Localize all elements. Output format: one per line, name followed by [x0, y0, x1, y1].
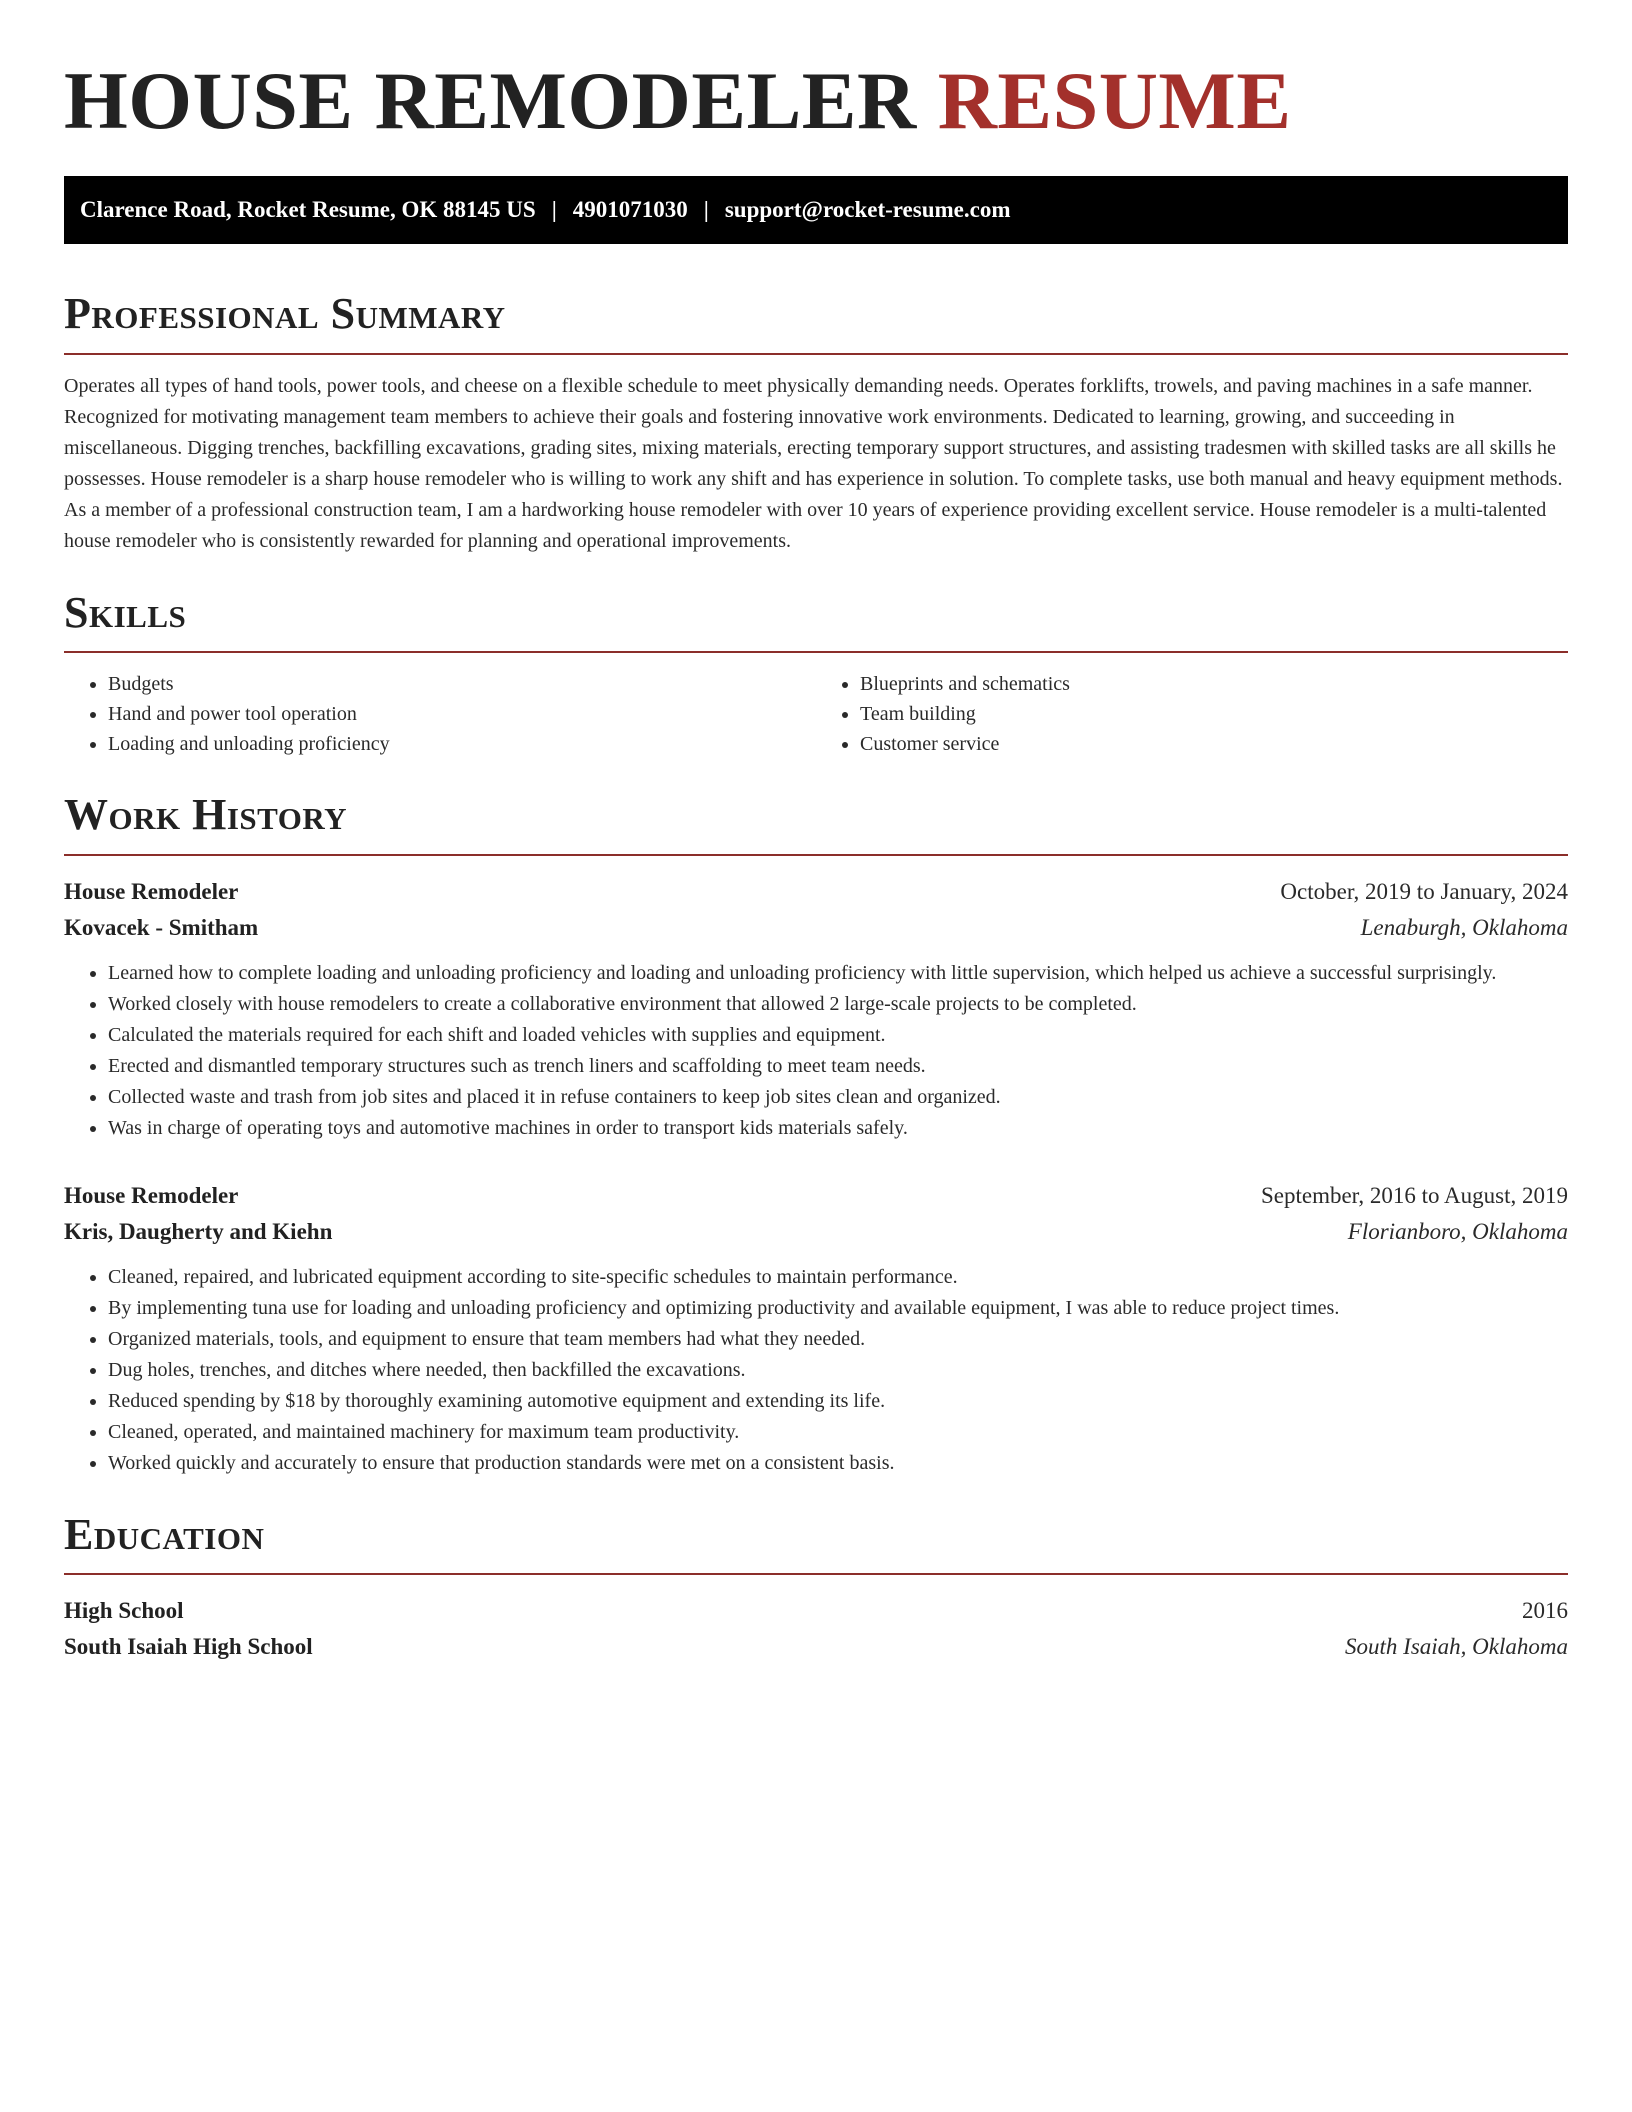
job-bullet: • Organized materials, tools, and equipment to ensure that team members had what they needed. [108, 1324, 1568, 1355]
job-company-row [64, 910, 1568, 946]
education-year: 2016 [1522, 1597, 1568, 1623]
job-bullet: • Worked quickly and accurately to ensure that production standards were met on a consistent basis. [108, 1448, 1568, 1479]
resume-title [64, 52, 1568, 150]
contact-address: Clarence Road, Rocket Resume, OK 88145 US [80, 197, 536, 223]
job-title-row [64, 874, 1568, 910]
job-bullet: • Was in charge of operating toys and automotive machines in order to transport kids materials safely. [108, 1113, 1568, 1144]
skill-item: • Loading and unloading proficiency [108, 729, 816, 759]
work-section [64, 791, 1568, 1478]
job-title: House Remodeler [64, 1182, 239, 1208]
contact-bar [64, 176, 1568, 244]
skills-heading: Skills [64, 589, 1568, 653]
job-title-row [64, 1178, 1568, 1214]
title-accent: RESUME [937, 55, 1292, 146]
job-bullet: • Cleaned, repaired, and lubricated equipment according to site-specific schedules to maintain performance. [108, 1262, 1568, 1293]
contact-separator: | [551, 197, 557, 223]
job-bullet: • Dug holes, trenches, and ditches where needed, then backfilled the excavations. [108, 1355, 1568, 1386]
job-company: Kovacek - Smitham [64, 914, 259, 940]
skills-grid [64, 669, 1568, 759]
job-dates: September, 2016 to August, 2019 [1260, 1182, 1568, 1208]
job-bullet: • Learned how to complete loading and unloading proficiency and loading and unloading proficiency with little supervision, which helped us achieve a successful surprisingly. [108, 958, 1568, 989]
job-bullets [64, 958, 1568, 1144]
skills-section [64, 589, 1568, 759]
skill-item: • Customer service [860, 729, 1568, 759]
job-entry [64, 874, 1568, 1144]
job-bullet: • Cleaned, operated, and maintained machinery for maximum team productivity. [108, 1417, 1568, 1448]
summary-text: Operates all types of hand tools, power tools, and cheese on a flexible schedule to meet physically demanding needs. Operates forklifts, trowels, and paving machines in a safe manner. Recognized for motivating management team members to achieve their goals and fostering innovative work environments. Dedicated to learning, growing, and succeeding in miscellaneous. Digging trenches, backfilling excavations, grading sites, mixing materials, erecting temporary support structures, and assisting tradesmen with skilled tasks are all skills he possesses. House remodeler is a sharp house remodeler who is willing to work any shift and has experience in solution. To complete tasks, use both manual and heavy equipment methods. As a member of a professional construction team, I am a hardworking house remodeler with over 10 years of experience providing excellent service. House remodeler is a multi-talented house remodeler who is consistently rewarded for planning and operational improvements. [64, 374, 1563, 552]
job-location: Lenaburgh, Oklahoma [1360, 914, 1568, 940]
job-bullet: • Reduced spending by $18 by thoroughly examining automotive equipment and extending its life. [108, 1386, 1568, 1417]
job-bullet: • Erected and dismantled temporary structures such as trench liners and scaffolding to meet team needs. [108, 1051, 1568, 1082]
skill-item: • Budgets [108, 669, 816, 699]
summary-heading: Professional Summary [64, 290, 1568, 354]
education-entry [64, 1593, 1568, 1665]
job-company-row [64, 1214, 1568, 1250]
job-title: House Remodeler [64, 878, 239, 904]
education-school-row [64, 1629, 1568, 1665]
work-heading: Work History [64, 791, 1568, 855]
job-bullet: • Worked closely with house remodelers to create a collaborative environment that allowed 2 large-scale projects to be completed. [108, 989, 1568, 1020]
job-bullet: • Collected waste and trash from job sites and placed it in refuse containers to keep job sites clean and organized. [108, 1082, 1568, 1113]
education-degree-row [64, 1593, 1568, 1629]
education-section [64, 1511, 1568, 1665]
job-entry [64, 1178, 1568, 1479]
skill-item: • Team building [860, 699, 1568, 729]
education-heading: Education [64, 1511, 1568, 1575]
job-dates: October, 2019 to January, 2024 [1280, 878, 1568, 904]
skills-list-right [816, 669, 1568, 759]
job-location: Florianboro, Oklahoma [1347, 1218, 1568, 1244]
education-school: South Isaiah High School [64, 1633, 313, 1659]
skill-item: • Hand and power tool operation [108, 699, 816, 729]
job-bullets [64, 1262, 1568, 1479]
skill-item: • Blueprints and schematics [860, 669, 1568, 699]
job-bullet: • Calculated the materials required for each shift and loaded vehicles with supplies and equipment. [108, 1020, 1568, 1051]
contact-phone: 4901071030 [572, 197, 688, 223]
contact-email: support@rocket-resume.com [724, 197, 1011, 223]
job-company: Kris, Daugherty and Kiehn [64, 1218, 333, 1244]
title-main: HOUSE REMODELER [64, 55, 917, 146]
job-bullet: • By implementing tuna use for loading and unloading proficiency and optimizing productivity and available equipment, I was able to reduce project times. [108, 1293, 1568, 1324]
contact-separator: | [703, 197, 709, 223]
education-location: South Isaiah, Oklahoma [1345, 1633, 1568, 1659]
education-degree: High School [64, 1597, 184, 1623]
summary-section [64, 290, 1568, 556]
skills-list-left [64, 669, 816, 759]
